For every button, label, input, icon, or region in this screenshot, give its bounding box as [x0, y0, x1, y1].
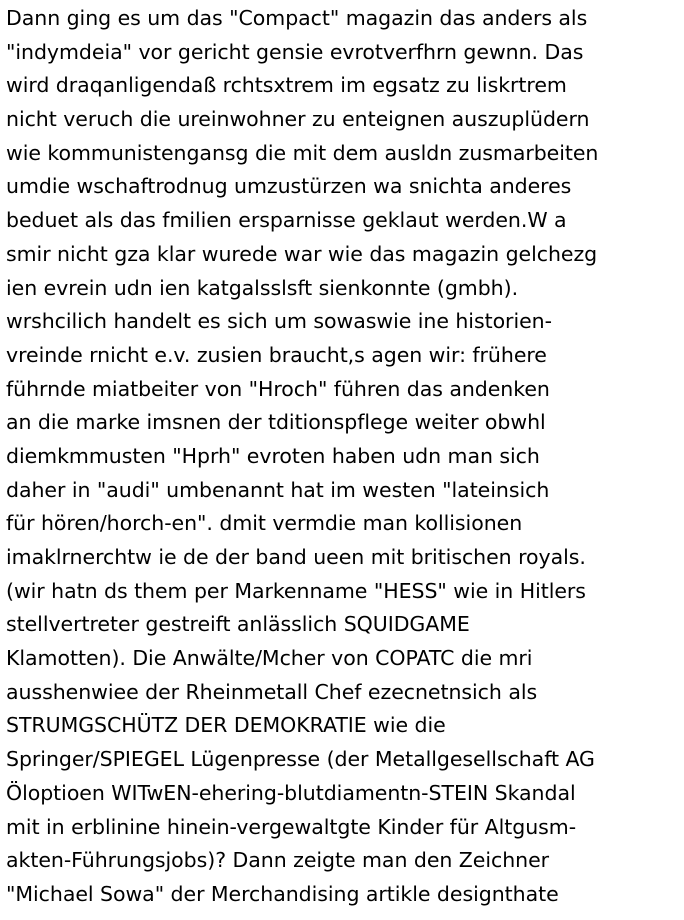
text-line: vreinde rnicht e.v. zusien braucht,s agen wir: frühere: [6, 342, 547, 367]
text-line: "indymdeia" vor gericht gensie evrotverfhrn gewnn. Das: [6, 39, 584, 64]
text-line: stellvertreter gestreift anlässlich SQUIDGAME: [6, 612, 470, 637]
text-line: umdie wschaftrodnug umzustürzen wa snichta anderes: [6, 174, 572, 199]
text-line: "Michael Sowa" der Merchandising artikle designthate: [6, 881, 559, 906]
text-line: führnde miatbeiter von "Hroch" führen das andenken: [6, 376, 550, 401]
text-line: Klamotten). Die Anwälte/Mcher von COPATC die mri: [6, 646, 533, 671]
text-line: akten-Führungsjobs)? Dann zeigte man den Zeichner: [6, 848, 550, 873]
text-line: beduet als das fmilien ersparnisse geklaut werden.W a: [6, 208, 567, 233]
text-line: Öloptioen WITwEN-ehering-blutdiamentn-STEIN Skandal: [6, 780, 576, 805]
text-line: an die marke imsnen der tditionspflege weiter obwhl: [6, 410, 546, 435]
text-line: Springer/SPIEGEL Lügenpresse (der Metallgesellschaft AG: [6, 747, 595, 772]
document-text-body: [6, 2, 682, 912]
text-line: (wir hatn ds them per Markenname "HESS" wie in Hitlers: [6, 578, 586, 603]
text-line: ausshenwiee der Rheinmetall Chef ezecnetnsich als: [6, 679, 538, 704]
text-line: diemkmmusten "Hprh" evroten haben udn man sich: [6, 443, 540, 468]
text-line: wie kommunistengansg die mit dem ausldn zusmarbeiten: [6, 140, 599, 165]
text-line: für hören/horch-en". dmit vermdie man kollisionen: [6, 511, 523, 536]
text-line: daher in "audi" umbenannt hat im westen "lateinsich: [6, 477, 550, 502]
text-line: ien evrein udn ien katgalsslsft sienkonnte (gmbh).: [6, 275, 519, 300]
text-line: mit in erblinine hinein-vergewaltgte Kinder für Altgusm-: [6, 814, 577, 839]
text-line: wrshcilich handelt es sich um sowaswie ine historien-: [6, 309, 552, 334]
text-line: wird draqanligendaß rchtsxtrem im egsatz zu liskrtrem: [6, 73, 567, 98]
text-line: nicht veruch die ureinwohner zu enteignen auszuplüdern: [6, 107, 590, 132]
text-line: smir nicht gza klar wurede war wie das magazin gelchezg: [6, 241, 598, 266]
text-line: Dann ging es um das "Compact" magazin das anders als: [6, 6, 588, 30]
text-line: STRUMGSCHÜTZ DER DEMOKRATIE wie die: [6, 713, 446, 738]
text-line: imaklrnerchtw ie de der band ueen mit britischen royals.: [6, 545, 586, 569]
